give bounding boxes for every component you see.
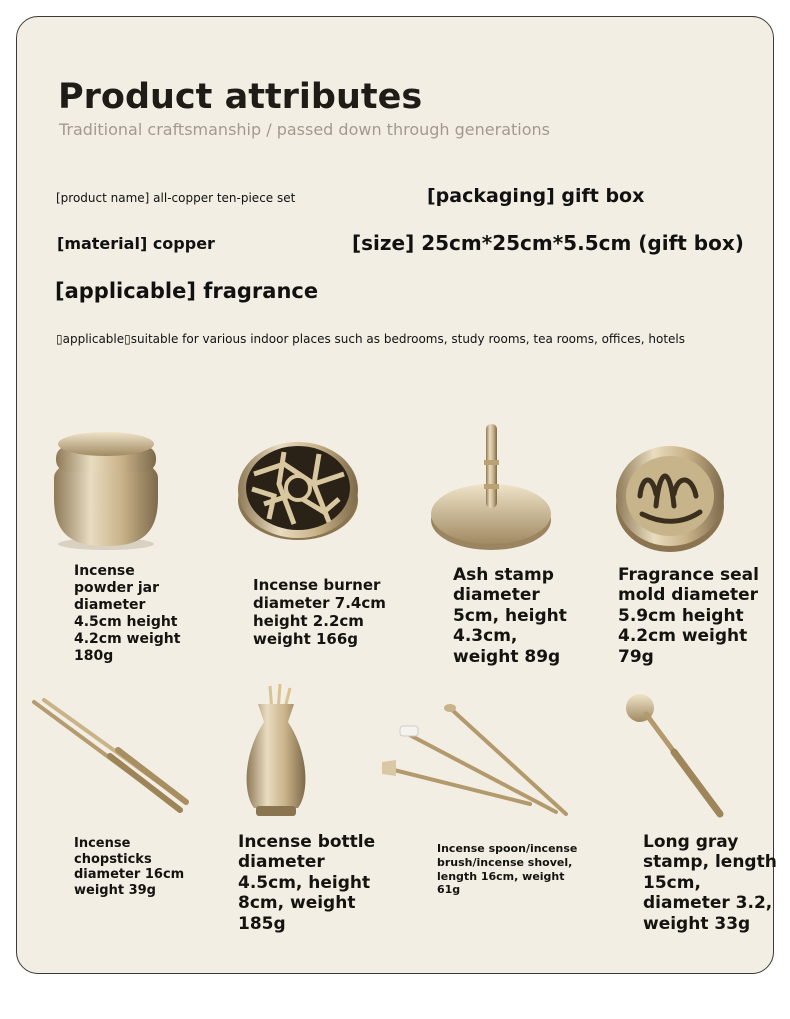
incense-bottle-icon: [240, 682, 312, 820]
ash-stamp-icon: [426, 420, 556, 555]
attr-packaging: [packaging] gift box: [427, 185, 645, 207]
caption-incense-tools: Incense spoon/incense brush/incense shovel, length 16cm, weight 61g: [437, 842, 578, 897]
caption-incense-burner: Incense burner diameter 7.4cm height 2.2cm weight 166g: [253, 576, 386, 648]
incense-burner-icon: [234, 434, 362, 544]
attr-applicable: [applicable] fragrance: [55, 279, 319, 303]
caption-gray-stamp: Long gray stamp, length 15cm, diameter 3.2, weight 33g: [643, 832, 777, 934]
caption-incense-bottle: Incense bottle diameter 4.5cm, height 8cm, weight 185g: [238, 832, 376, 934]
chopsticks-icon: [30, 698, 190, 818]
caption-chopsticks: Incense chopsticks diameter 16cm weight 39g: [74, 836, 185, 898]
attr-material: [material] copper: [57, 234, 215, 253]
caption-ash-stamp: Ash stamp diameter 5cm, height 4.3cm, weight 89g: [453, 565, 567, 667]
caption-powder-jar: Incense powder jar diameter 4.5cm height 4.2cm weight 180g: [74, 563, 181, 665]
attr-size: [size] 25cm*25cm*5.5cm (gift box): [352, 231, 744, 255]
page-subtitle: Traditional craftsmanship / passed down through generations: [59, 120, 550, 139]
gray-stamp-icon: [624, 690, 734, 820]
attr-applicable-detail: ▯applicable▯suitable for various indoor places such as bedrooms, study rooms, tea rooms, offices, hotels: [56, 332, 685, 346]
incense-tools-icon: [380, 698, 576, 822]
powder-jar-icon: [46, 428, 166, 553]
page-title: Product attributes: [58, 77, 423, 117]
fragrance-seal-icon: [612, 436, 728, 556]
attr-product-name: [product name] all-copper ten-piece set: [56, 191, 296, 205]
caption-fragrance-seal: Fragrance seal mold diameter 5.9cm height 4.2cm weight 79g: [618, 565, 759, 667]
